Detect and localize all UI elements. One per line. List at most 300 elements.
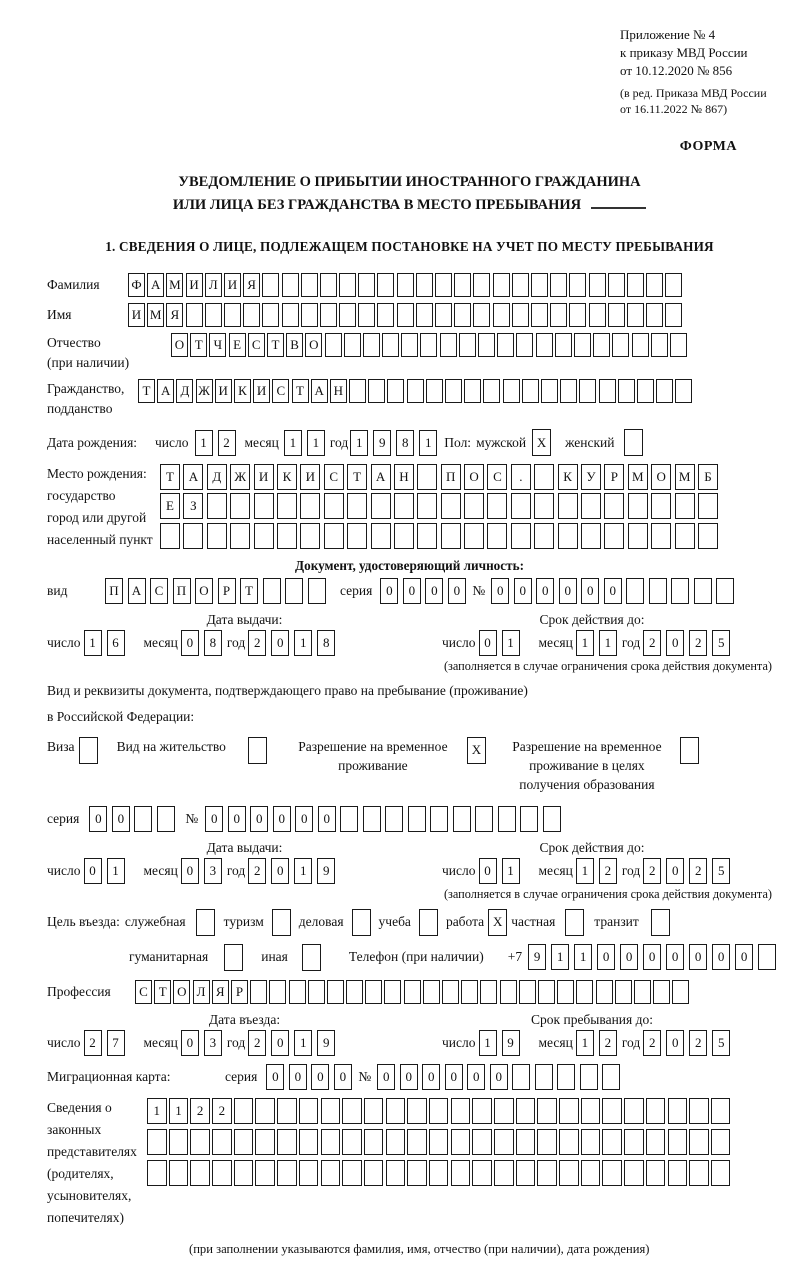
char-cell[interactable]	[627, 303, 644, 327]
doc-series-input[interactable]	[380, 578, 470, 604]
char-cell[interactable]: 1	[307, 430, 325, 456]
char-cell[interactable]: С	[150, 578, 168, 604]
char-cell[interactable]	[646, 303, 663, 327]
char-cell[interactable]	[656, 379, 673, 403]
char-cell[interactable]: 8	[396, 430, 414, 456]
char-cell[interactable]	[347, 523, 367, 549]
char-cell[interactable]: Т	[240, 578, 258, 604]
char-cell[interactable]: 0	[491, 578, 509, 604]
char-cell[interactable]	[668, 1160, 688, 1186]
char-cell[interactable]	[352, 909, 371, 936]
char-cell[interactable]	[308, 980, 325, 1004]
char-cell[interactable]	[494, 1098, 514, 1124]
char-cell[interactable]	[675, 523, 695, 549]
char-cell[interactable]: А	[311, 379, 328, 403]
char-cell[interactable]	[560, 379, 577, 403]
birth-place-input-row3[interactable]	[160, 523, 721, 549]
char-cell[interactable]	[408, 806, 426, 832]
permit-issue-day-input[interactable]	[84, 858, 130, 884]
char-cell[interactable]: 0	[735, 944, 753, 970]
char-cell[interactable]	[230, 523, 250, 549]
char-cell[interactable]	[632, 333, 649, 357]
char-cell[interactable]	[689, 1098, 709, 1124]
char-cell[interactable]	[581, 1129, 601, 1155]
char-cell[interactable]	[628, 523, 648, 549]
char-cell[interactable]	[497, 333, 514, 357]
char-cell[interactable]: 0	[271, 1030, 289, 1056]
char-cell[interactable]	[435, 273, 452, 297]
char-cell[interactable]	[576, 980, 593, 1004]
char-cell[interactable]	[593, 333, 610, 357]
char-cell[interactable]: 1	[576, 1030, 594, 1056]
char-cell[interactable]	[255, 1160, 275, 1186]
char-cell[interactable]	[289, 980, 306, 1004]
char-cell[interactable]: 2	[643, 1030, 661, 1056]
char-cell[interactable]	[160, 523, 180, 549]
char-cell[interactable]	[451, 1098, 471, 1124]
char-cell[interactable]: Н	[330, 379, 347, 403]
char-cell[interactable]	[555, 333, 572, 357]
sex-male-checkbox[interactable]	[532, 429, 551, 456]
char-cell[interactable]: 9	[528, 944, 546, 970]
char-cell[interactable]	[255, 1098, 275, 1124]
char-cell[interactable]	[207, 493, 227, 519]
representatives-input-row3[interactable]	[147, 1160, 733, 1186]
char-cell[interactable]	[602, 1129, 622, 1155]
char-cell[interactable]	[627, 273, 644, 297]
char-cell[interactable]	[536, 333, 553, 357]
char-cell[interactable]	[651, 333, 668, 357]
char-cell[interactable]: С	[248, 333, 265, 357]
char-cell[interactable]	[441, 493, 461, 519]
char-cell[interactable]	[589, 303, 606, 327]
birth-place-input-row2[interactable]	[160, 493, 721, 519]
char-cell[interactable]: О	[171, 333, 188, 357]
char-cell[interactable]	[321, 1160, 341, 1186]
char-cell[interactable]	[634, 980, 651, 1004]
char-cell[interactable]	[407, 379, 424, 403]
char-cell[interactable]: А	[128, 578, 146, 604]
char-cell[interactable]	[675, 379, 692, 403]
char-cell[interactable]: 2	[248, 858, 266, 884]
char-cell[interactable]	[365, 980, 382, 1004]
char-cell[interactable]: 5	[712, 858, 730, 884]
char-cell[interactable]: 0	[514, 578, 532, 604]
char-cell[interactable]: О	[651, 464, 671, 490]
char-cell[interactable]	[493, 273, 510, 297]
char-cell[interactable]: 9	[317, 1030, 335, 1056]
char-cell[interactable]	[417, 464, 437, 490]
char-cell[interactable]	[224, 944, 243, 971]
char-cell[interactable]	[672, 980, 689, 1004]
char-cell[interactable]	[169, 1129, 189, 1155]
char-cell[interactable]	[565, 909, 584, 936]
char-cell[interactable]: 0	[250, 806, 268, 832]
char-cell[interactable]: X	[532, 429, 551, 456]
char-cell[interactable]: 0	[181, 858, 199, 884]
char-cell[interactable]	[512, 1064, 530, 1090]
char-cell[interactable]	[668, 1129, 688, 1155]
representatives-input-row2[interactable]	[147, 1129, 733, 1155]
char-cell[interactable]	[579, 379, 596, 403]
char-cell[interactable]	[487, 493, 507, 519]
char-cell[interactable]	[537, 1098, 557, 1124]
char-cell[interactable]	[569, 303, 586, 327]
char-cell[interactable]: С	[487, 464, 507, 490]
char-cell[interactable]: 0	[84, 858, 102, 884]
char-cell[interactable]	[324, 493, 344, 519]
char-cell[interactable]: И	[186, 273, 203, 297]
char-cell[interactable]	[581, 1160, 601, 1186]
char-cell[interactable]: А	[147, 273, 164, 297]
char-cell[interactable]	[454, 303, 471, 327]
char-cell[interactable]	[550, 303, 567, 327]
doc-type-input[interactable]	[105, 578, 330, 604]
char-cell[interactable]: 3	[204, 1030, 222, 1056]
char-cell[interactable]	[321, 1129, 341, 1155]
char-cell[interactable]	[711, 1098, 731, 1124]
char-cell[interactable]: Б	[698, 464, 718, 490]
char-cell[interactable]	[183, 523, 203, 549]
purpose-business-checkbox[interactable]	[352, 909, 371, 936]
issue-month-input[interactable]	[181, 630, 227, 656]
char-cell[interactable]	[602, 1160, 622, 1186]
char-cell[interactable]	[254, 493, 274, 519]
stay-month-input[interactable]	[576, 1030, 622, 1056]
char-cell[interactable]: 2	[84, 1030, 102, 1056]
char-cell[interactable]	[426, 379, 443, 403]
char-cell[interactable]	[186, 303, 203, 327]
char-cell[interactable]: Я	[243, 273, 260, 297]
char-cell[interactable]	[464, 493, 484, 519]
char-cell[interactable]	[416, 273, 433, 297]
char-cell[interactable]: 0	[271, 630, 289, 656]
char-cell[interactable]: Р	[231, 980, 248, 1004]
char-cell[interactable]	[464, 523, 484, 549]
char-cell[interactable]	[423, 980, 440, 1004]
char-cell[interactable]	[671, 578, 689, 604]
char-cell[interactable]: Т	[138, 379, 155, 403]
char-cell[interactable]	[665, 303, 682, 327]
patronymic-input[interactable]	[171, 333, 689, 357]
char-cell[interactable]: 0	[289, 1064, 307, 1090]
char-cell[interactable]	[559, 1098, 579, 1124]
char-cell[interactable]: К	[558, 464, 578, 490]
residence-permit-checkbox[interactable]	[248, 737, 267, 764]
char-cell[interactable]	[498, 806, 516, 832]
char-cell[interactable]: 9	[373, 430, 391, 456]
char-cell[interactable]: 1	[284, 430, 302, 456]
purpose-humanitarian-checkbox[interactable]	[224, 944, 243, 971]
issue-day-input[interactable]	[84, 630, 130, 656]
char-cell[interactable]	[269, 980, 286, 1004]
char-cell[interactable]: 9	[317, 858, 335, 884]
char-cell[interactable]	[478, 333, 495, 357]
char-cell[interactable]	[675, 493, 695, 519]
char-cell[interactable]: Л	[193, 980, 210, 1004]
char-cell[interactable]	[472, 1160, 492, 1186]
char-cell[interactable]: Ж	[196, 379, 213, 403]
char-cell[interactable]	[646, 1098, 666, 1124]
char-cell[interactable]: 1	[599, 630, 617, 656]
char-cell[interactable]: 1	[576, 630, 594, 656]
char-cell[interactable]	[453, 806, 471, 832]
char-cell[interactable]	[581, 523, 601, 549]
char-cell[interactable]: 0	[597, 944, 615, 970]
char-cell[interactable]: 0	[311, 1064, 329, 1090]
char-cell[interactable]	[301, 303, 318, 327]
char-cell[interactable]	[569, 273, 586, 297]
char-cell[interactable]: Ж	[230, 464, 250, 490]
char-cell[interactable]	[324, 523, 344, 549]
char-cell[interactable]: Д	[176, 379, 193, 403]
edu-permit-checkbox[interactable]	[680, 737, 699, 764]
char-cell[interactable]: 0	[205, 806, 223, 832]
char-cell[interactable]	[543, 806, 561, 832]
char-cell[interactable]: З	[183, 493, 203, 519]
char-cell[interactable]: 0	[604, 578, 622, 604]
char-cell[interactable]	[512, 273, 529, 297]
char-cell[interactable]	[550, 273, 567, 297]
char-cell[interactable]	[416, 303, 433, 327]
char-cell[interactable]	[190, 1129, 210, 1155]
char-cell[interactable]: 0	[266, 1064, 284, 1090]
char-cell[interactable]	[534, 523, 554, 549]
char-cell[interactable]	[580, 1064, 598, 1090]
char-cell[interactable]	[680, 737, 699, 764]
char-cell[interactable]: 2	[643, 858, 661, 884]
char-cell[interactable]	[599, 379, 616, 403]
char-cell[interactable]	[243, 303, 260, 327]
char-cell[interactable]: 0	[490, 1064, 508, 1090]
char-cell[interactable]: 0	[445, 1064, 463, 1090]
char-cell[interactable]: Т	[154, 980, 171, 1004]
char-cell[interactable]	[277, 1160, 297, 1186]
char-cell[interactable]: X	[467, 737, 486, 764]
char-cell[interactable]	[689, 1129, 709, 1155]
char-cell[interactable]	[487, 523, 507, 549]
char-cell[interactable]	[537, 1160, 557, 1186]
char-cell[interactable]: 0	[666, 630, 684, 656]
char-cell[interactable]: Е	[229, 333, 246, 357]
char-cell[interactable]: Ф	[128, 273, 145, 297]
char-cell[interactable]	[255, 1129, 275, 1155]
phone-input[interactable]	[528, 944, 781, 970]
char-cell[interactable]	[624, 429, 643, 456]
char-cell[interactable]	[558, 493, 578, 519]
char-cell[interactable]	[459, 333, 476, 357]
char-cell[interactable]: 1	[574, 944, 592, 970]
char-cell[interactable]: С	[324, 464, 344, 490]
char-cell[interactable]	[342, 1160, 362, 1186]
char-cell[interactable]	[387, 379, 404, 403]
char-cell[interactable]	[668, 1098, 688, 1124]
char-cell[interactable]	[483, 379, 500, 403]
char-cell[interactable]	[254, 523, 274, 549]
char-cell[interactable]: 1	[551, 944, 569, 970]
char-cell[interactable]	[653, 980, 670, 1004]
char-cell[interactable]: П	[173, 578, 191, 604]
char-cell[interactable]	[612, 333, 629, 357]
char-cell[interactable]: Е	[160, 493, 180, 519]
char-cell[interactable]	[157, 806, 175, 832]
char-cell[interactable]: X	[488, 909, 507, 936]
char-cell[interactable]	[262, 273, 279, 297]
birth-day-input[interactable]	[195, 430, 241, 456]
char-cell[interactable]	[308, 578, 326, 604]
char-cell[interactable]: 0	[536, 578, 554, 604]
char-cell[interactable]: 0	[273, 806, 291, 832]
char-cell[interactable]: 0	[581, 578, 599, 604]
char-cell[interactable]	[637, 379, 654, 403]
valid-day-input[interactable]	[479, 630, 525, 656]
char-cell[interactable]	[475, 806, 493, 832]
char-cell[interactable]	[207, 523, 227, 549]
char-cell[interactable]	[250, 980, 267, 1004]
stay-day-input[interactable]	[479, 1030, 525, 1056]
char-cell[interactable]	[628, 493, 648, 519]
char-cell[interactable]	[384, 980, 401, 1004]
char-cell[interactable]: О	[305, 333, 322, 357]
char-cell[interactable]: Т	[347, 464, 367, 490]
char-cell[interactable]: Я	[166, 303, 183, 327]
char-cell[interactable]: К	[234, 379, 251, 403]
char-cell[interactable]: Т	[292, 379, 309, 403]
char-cell[interactable]	[581, 493, 601, 519]
char-cell[interactable]: Н	[394, 464, 414, 490]
char-cell[interactable]: 2	[689, 1030, 707, 1056]
char-cell[interactable]: 1	[195, 430, 213, 456]
char-cell[interactable]	[665, 273, 682, 297]
char-cell[interactable]: 1	[147, 1098, 167, 1124]
representatives-input-row1[interactable]	[147, 1098, 733, 1124]
char-cell[interactable]	[394, 493, 414, 519]
migration-number-input[interactable]	[377, 1064, 625, 1090]
char-cell[interactable]	[711, 1160, 731, 1186]
char-cell[interactable]: 6	[107, 630, 125, 656]
purpose-tourism-checkbox[interactable]	[272, 909, 291, 936]
entry-year-input[interactable]	[248, 1030, 340, 1056]
char-cell[interactable]	[342, 1129, 362, 1155]
stay-year-input[interactable]	[643, 1030, 735, 1056]
char-cell[interactable]	[500, 980, 517, 1004]
surname-input[interactable]	[128, 273, 684, 297]
char-cell[interactable]: 0	[377, 1064, 395, 1090]
purpose-study-checkbox[interactable]	[419, 909, 438, 936]
char-cell[interactable]	[516, 333, 533, 357]
char-cell[interactable]	[79, 737, 98, 764]
char-cell[interactable]: Л	[205, 273, 222, 297]
char-cell[interactable]: 1	[169, 1098, 189, 1124]
char-cell[interactable]: М	[628, 464, 648, 490]
char-cell[interactable]: И	[224, 273, 241, 297]
char-cell[interactable]	[649, 578, 667, 604]
char-cell[interactable]	[538, 980, 555, 1004]
char-cell[interactable]	[472, 1129, 492, 1155]
char-cell[interactable]	[377, 273, 394, 297]
permit-issue-year-input[interactable]	[248, 858, 340, 884]
char-cell[interactable]	[325, 333, 342, 357]
permit-valid-month-input[interactable]	[576, 858, 622, 884]
char-cell[interactable]	[646, 1160, 666, 1186]
char-cell[interactable]	[169, 1160, 189, 1186]
temp-permit-checkbox[interactable]	[467, 737, 486, 764]
char-cell[interactable]	[340, 806, 358, 832]
char-cell[interactable]	[397, 273, 414, 297]
char-cell[interactable]	[451, 1129, 471, 1155]
char-cell[interactable]	[698, 523, 718, 549]
char-cell[interactable]	[300, 493, 320, 519]
char-cell[interactable]	[602, 1064, 620, 1090]
char-cell[interactable]	[134, 806, 152, 832]
char-cell[interactable]	[480, 980, 497, 1004]
char-cell[interactable]	[285, 578, 303, 604]
char-cell[interactable]: 0	[666, 1030, 684, 1056]
char-cell[interactable]: 1	[502, 630, 520, 656]
char-cell[interactable]	[445, 379, 462, 403]
char-cell[interactable]	[371, 493, 391, 519]
permit-valid-day-input[interactable]	[479, 858, 525, 884]
char-cell[interactable]	[364, 1098, 384, 1124]
char-cell[interactable]: А	[157, 379, 174, 403]
char-cell[interactable]	[407, 1160, 427, 1186]
char-cell[interactable]	[589, 273, 606, 297]
char-cell[interactable]	[581, 1098, 601, 1124]
char-cell[interactable]	[342, 1098, 362, 1124]
char-cell[interactable]	[618, 379, 635, 403]
char-cell[interactable]	[716, 578, 734, 604]
purpose-work-checkbox[interactable]	[488, 909, 507, 936]
purpose-transit-checkbox[interactable]	[651, 909, 670, 936]
char-cell[interactable]	[494, 1160, 514, 1186]
char-cell[interactable]	[516, 1129, 536, 1155]
char-cell[interactable]	[711, 1129, 731, 1155]
char-cell[interactable]: Р	[218, 578, 236, 604]
char-cell[interactable]	[429, 1098, 449, 1124]
char-cell[interactable]	[430, 806, 448, 832]
char-cell[interactable]: 0	[380, 578, 398, 604]
char-cell[interactable]	[602, 1098, 622, 1124]
char-cell[interactable]	[282, 273, 299, 297]
char-cell[interactable]	[512, 303, 529, 327]
char-cell[interactable]: 5	[712, 1030, 730, 1056]
char-cell[interactable]: О	[464, 464, 484, 490]
char-cell[interactable]	[596, 980, 613, 1004]
char-cell[interactable]: О	[195, 578, 213, 604]
char-cell[interactable]: 0	[712, 944, 730, 970]
char-cell[interactable]	[212, 1160, 232, 1186]
char-cell[interactable]: 8	[317, 630, 335, 656]
char-cell[interactable]	[417, 523, 437, 549]
char-cell[interactable]	[442, 980, 459, 1004]
char-cell[interactable]	[646, 273, 663, 297]
char-cell[interactable]	[302, 944, 321, 971]
char-cell[interactable]	[382, 333, 399, 357]
char-cell[interactable]	[441, 523, 461, 549]
char-cell[interactable]	[604, 523, 624, 549]
char-cell[interactable]: 0	[181, 630, 199, 656]
purpose-private-checkbox[interactable]	[565, 909, 584, 936]
char-cell[interactable]	[147, 1160, 167, 1186]
char-cell[interactable]	[263, 578, 281, 604]
char-cell[interactable]: 1	[502, 858, 520, 884]
char-cell[interactable]	[407, 1098, 427, 1124]
char-cell[interactable]	[363, 806, 381, 832]
char-cell[interactable]: 2	[689, 858, 707, 884]
char-cell[interactable]	[541, 379, 558, 403]
char-cell[interactable]	[339, 303, 356, 327]
char-cell[interactable]	[520, 806, 538, 832]
